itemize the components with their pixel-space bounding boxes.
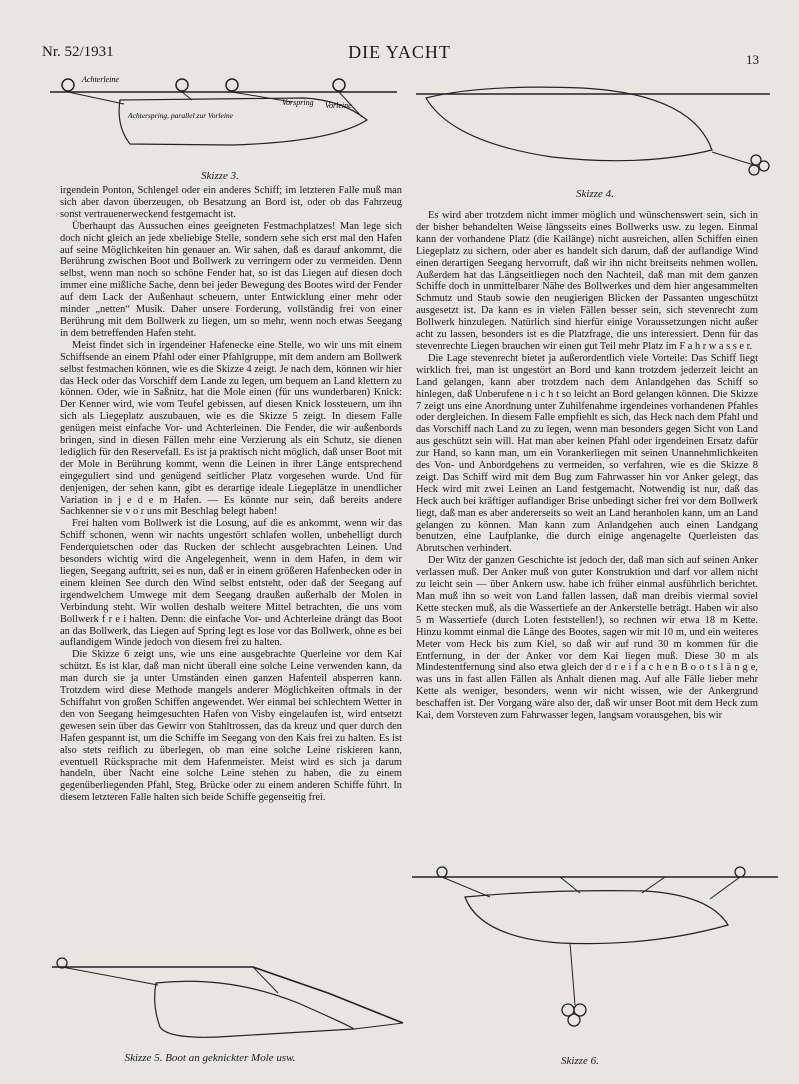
figure-skizze-3	[42, 70, 402, 170]
paragraph: Meist findet sich in irgendeiner Hafenecke eine Stelle, wo wir uns mit einem Schiffsende an einem Pfahl oder einer Pfahlgruppe, mit dem andern am Bollwerk selbst festmachen können, wie es die Skizze 4 zeigt. Je nach dem, können wir hier das Heck oder das Vorschiff dem Lande zu legen, um bequem an Land klettern zu können. Oder, wie in Saßnitz, hat die Mole einen (für uns wunderbaren) Knick: Der Kenner wird, wie vom Teufel gebissen, auf diesen Knick lossteuern, um ihn sich als Liegeplatz auszubauen, wie es die Skizze 5 zeigt. In diesem Falle genügen meist einfache Vor- und Achterleinen. Die Fender, die wir außenbords bringen, sind in diesen Fällen mehr eine Verzierung als ein Schutz, sie dienen lediglich für den Reservefall. Es ist ja praktisch nicht möglich, daß unser Boot mit der Mole in Berührung kommt, wenn die Leinen in ihrer Länge entsprechend eingeguliert sind und genügend seitlicher Platz vorgesehen wurde. Und für denjenigen, der sehen kann, gibt es derartige ideale Liegeplätze in unendlicher Variation in j e d e m Hafen. — Es könnte nur sein, daß bereits andere Sachkenner sie v o r uns mit Beschlag belegt haben!	[60, 339, 402, 518]
figure-skizze-6	[410, 865, 780, 1050]
label-achterleine: Achterleine	[82, 75, 119, 84]
caption-skizze-3: Skizze 3.	[201, 170, 239, 182]
caption-skizze-4: Skizze 4.	[576, 188, 614, 200]
caption-skizze-5: Skizze 5. Boot an geknickter Mole usw.	[124, 1052, 296, 1064]
issue-number: Nr. 52/1931	[42, 44, 114, 60]
paragraph: Die Lage stevenrecht bietet ja außerordentlich viele Vorteile: Das Schiff liegt wirklich frei, man ist ungestört an Bord und kann trotzdem jederzeit leicht an Land gelangen, kann aber trotzdem nach dem Anlandgehen das Schiff so hinlegen, daß Unberufene n i c h t so leicht an Bord gelangen können. Die Skizze 7 zeigt uns eine Anordnung unter Zuhilfenahme irgendeines vorhandenen Pfahles oder dergleichen. In diesem Falle empfiehlt es sich, das Heck nach dem Pfahl und das Vorschiff nach Land zu zu legen, wenn man besonders gegen Sicht von Land aus geschützt sein will. Hat man aber keinen Pfahl oder irgendeinen Ersatz dafür zur Hand, so kann man, um ein Vorankerliegen mit seinen Unannehmlichkeiten des Von- und Anbordgehens zu vermeiden, so verfahren, wie es die Skizze 8 zeigt. Das Schiff wird mit dem Bug zum Fahrwasser hin vor Anker gelegt, das Heck wird mit zwei Leinen an Land festgemacht. Notwendig ist nur, daß das Heck auch bei kräftiger auflandiger Brise unbedingt sicher frei vor dem Bollwerk liegt, daß man es aber andererseits so weit an Land heranholen kann, um an Land gelangen zu können. Man kann zum Anlandgehen auch einen Landgang benutzen, eine Laufplanke, die durch einige angenagelte Querleisten das Abrutschen verhindert.	[416, 352, 758, 555]
label-vorspring: Vorspring	[282, 98, 314, 107]
paragraph: Frei halten vom Bollwerk ist die Losung, auf die es ankommt, wenn wir das Schiff schonen, wenn wir nachts ungestört schlafen wollen, unbehelligt durch Fenderquietschen oder das Rucken der schlecht ausgebrachten Leinen. Und besonders wichtig wird die Angelegenheit, wenn in dem Hafen, in dem wir liegen, Seegang auftritt, sei es nun, daß er in einem größeren Hafenbecken oder in einem kleinen See durch den Wind selbst entsteht, oder daß der Seegang auf irgendwelchem Umwege mit dem Seegang draußen außerhalb der Molen in Verbindung steht. Wir wollen deshalb weitere Mittel betrachten, die uns vom Bollwerk f r e i halten. Denn: die einfache Vor- und Achterleine drängt das Boot an das Bollwerk, das Liegen auf Spring legt es lose vor das Bollwerk, ohne es bei auflandigem Winde jedoch von diesem frei zu halten.	[60, 518, 402, 649]
paragraph: Die Skizze 6 zeigt uns, wie uns eine ausgebrachte Querleine vor dem Kai schützt. Es ist klar, daß man nicht überall eine solche Leine verwenden kann, da man durch sie ja unter Umständen einen ganzen Hafenteil absperren kann. Trotzdem wird diese Methode mangels anderer Möglichkeiten oftmals in der Schiffahrt von großen Schiffen angewendet. Wer einmal bei schlechtem Wetter in den von Seegang heimgesuchten Hafen von Visby eingelaufen ist, wird entsetzt gewesen sein über das Gewirr von Stahltrossen, das da kreuz und quer durch den Hafen gespannt ist, um die Schiffe im Seegang von den Kais frei zu halten. Es ist also stets reiflich zu überlegen, ob man eine solche Leine riskieren kann, eventuell Rücksprache mit dem Hafenmeister. Meist wird es sich ja darum handeln, über Nacht eine solche Leine stehen zu haben, die zu einem gegenüberliegenden Pfahl, Steg, Brücke oder zu einem anderen Schiffe führt. In diesem letzteren Falle halten sich beide Schiffe gegenseitig frei.	[60, 649, 402, 804]
paragraph: irgendein Ponton, Schlengel oder ein anderes Schiff; im letzteren Falle muß man sich aber davon überzeugen, ob Besatzung an Bord ist, oder ob das Fahrzeug sonst vertrauenerweckend festgemacht ist.	[60, 185, 402, 220]
page-header	[0, 44, 799, 66]
figure-skizze-4	[412, 72, 772, 182]
paragraph: Überhaupt das Aussuchen eines geeigneten Festmachplatzes! Man lege sich doch nicht gleich an jede xbeliebige Stelle, sondern sehe sich erst mal den Hafen auf seine Möglichkeiten hin genauer an. Wir sahen, daß es darauf ankommt, die Berührung zwischen Boot und Bollwerk zu verringern oder zu vermeiden. Denn selbst, wenn man noch so schöne Fender hat, so ist das Liegen auf diesen doch immer eine mißliche Sache, denn bei jeder Bewegung des Bootes wird der Fender auf dem Lack der Außenhaut scheuern, unter Entwicklung einer mehr oder minder „netten“ Musik. Daher unsere Forderung, vollständig frei von einer Berührung mit dem Bollwerk zu liegen, um so mehr, wenn noch etwas Seegang in dem betreffenden Hafen steht.	[60, 220, 402, 339]
paragraph: Es wird aber trotzdem nicht immer möglich und wünschenswert sein, sich in der bisher behandelten Weise längsseits eines Bollwerks usw. zu legen. Einmal kann der vorhandene Platz (die Kailänge) nicht ausreichen, allen Schiffen einen Liegeplatz zu sichern, oder aber es handelt sich darum, daß der auflandige Wind einen derartigen Seegang hervorruft, daß wir ihn nicht breitseits nehmen wollen. Außerdem hat das Längseitliegen noch den Nachteil, daß man mit dem ganzen Schiffe doch in unmittelbarer Nähe des Bollwerkes und dem hier angesammelten Schmutz und Staub sowie den neugierigen Blicken der Passanten ungeschützt ausgesetzt ist. Da kann es in vielen Fällen besser sein, sich stevenrecht zum Bollwerk hinzulegen. Natürlich sind hierfür einige Voraussetzungen nicht außer acht zu lassen, besonders ist es die Platzfrage, die uns interessiert. Denn für das stevenrechte Liegen brauchen wir einen gut Teil mehr Platz im F a h r w a s s e r.	[416, 210, 758, 352]
journal-title: DIE YACHT	[348, 42, 451, 62]
caption-skizze-6: Skizze 6.	[561, 1055, 599, 1067]
paragraph: Der Witz der ganzen Geschichte ist jedoch der, daß man sich auf seinen Anker verlassen muß. Der Anker muß von guter Konstruktion und darf vor allem nicht zu leicht sein — über Ankern usw. habe ich früher einmal ausführlich berichtet. Man muß ihn so weit von Land fallen lassen, daß man dreibis viermal soviel Kette stecken muß, als die Wassertiefe an der Ankerstelle beträgt. Haben wir also 5 m Wassertiefe (durch Loten feststellen!), so rechnen wir etwa 18 m Kette. Hinzu kommt einmal die Länge des Bootes, sagen wir mit 10 m, und ein weiteres Meter vom Heck bis zum Kiel, so daß wir auf rund 30 m kommen für die Entfernung, in der der Anker vor dem Kai liegen muß. Diese 30 m als Mindestentfernung sind also etwa gleich der d r e i f a c h e n B o o t s l ä n g e, was uns in fast allen Fällen als Anhalt dienen mag. Auf alle Fälle lieber mehr Kette als weniger, besonders, wenn wir nicht wissen, wie der Ankergrund beschaffen ist. Der Vorgang wäre also der, daß wir unser Boot mit dem Heck zum Kai, dem Vorsteven zum Fahrwasser legen, langsam vorausgehen, bis wir	[416, 555, 758, 722]
label-achterspring: Achterspring, parallel zur Vorleine	[128, 111, 233, 120]
text-column-right	[416, 210, 758, 862]
figure-skizze-5	[48, 955, 408, 1053]
text-column-left	[60, 185, 402, 965]
page-number: 13	[746, 52, 759, 67]
label-vorleine: Vorleine	[325, 101, 352, 110]
